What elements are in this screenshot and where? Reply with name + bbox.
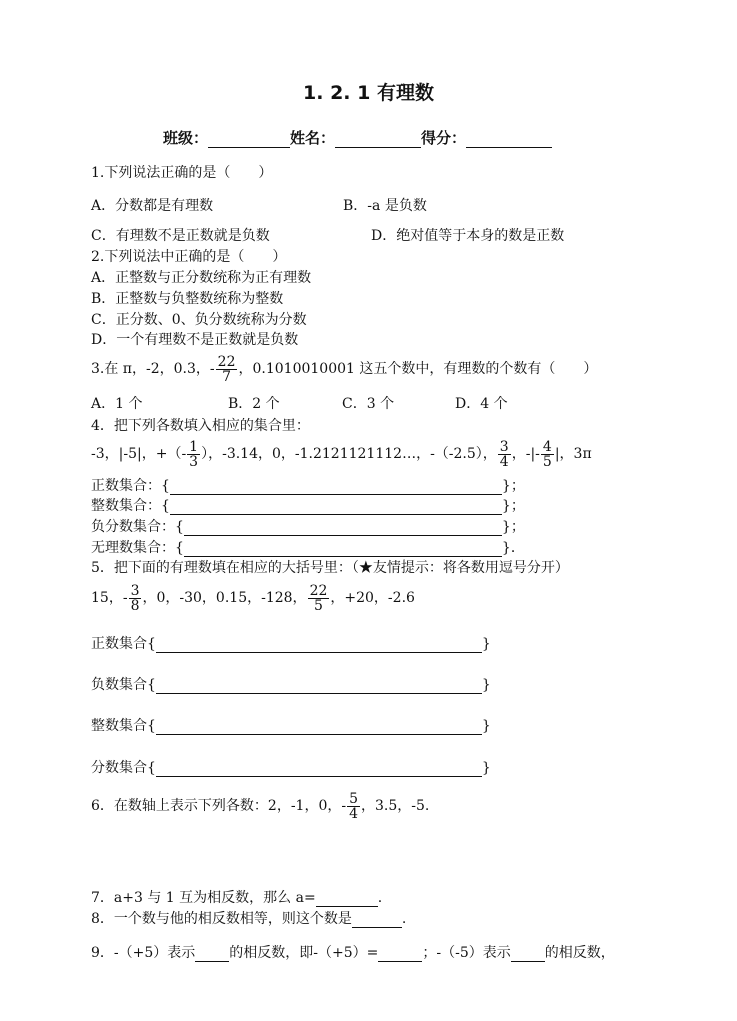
- q8-answer-blank[interactable]: [352, 913, 402, 928]
- q9-part2: 的相反数，即-（+5）=: [229, 945, 379, 961]
- q3-stem: [91, 352, 597, 386]
- name-label: 姓名：: [290, 129, 336, 147]
- q4-numbers-part3: ，-|-: [511, 446, 540, 462]
- q4-f2-numerator: 3: [499, 438, 509, 455]
- q4-f1-denominator: 3: [189, 453, 199, 470]
- answer-blank[interactable]: [156, 638, 482, 653]
- q2-option-b: B．正整数与负整数统称为整数: [91, 291, 284, 307]
- q5-f2-denominator: 5: [314, 597, 323, 614]
- q9-stem: [91, 944, 615, 962]
- q6-stem-text: 6．在数轴上表示下列各数：2，-1，0，: [91, 798, 342, 814]
- q9-blank-2[interactable]: [378, 947, 422, 962]
- set-label: 分数集合{: [91, 760, 156, 776]
- q3-frac-denominator: 7: [222, 368, 232, 385]
- q4-fraction-3-4: [498, 440, 511, 469]
- q4-set-negative-fraction: [91, 518, 525, 536]
- set-end: }．: [501, 540, 525, 556]
- q8-stem: [91, 910, 406, 928]
- q1-option-b: B．-a 是负数: [343, 198, 427, 214]
- set-label: 正数集合：{: [91, 478, 170, 494]
- q4-numbers-part2: ），-3.14，0，-1.2121121112…，-（-2.5），: [201, 446, 497, 462]
- q3-frac-sign: -: [209, 361, 215, 377]
- q8-stem-text: 8．一个数与他的相反数相等，则这个数是: [91, 911, 352, 927]
- q5-numbers-part2: ，0，-30，0.15，-128，: [142, 590, 307, 606]
- q7-answer-blank[interactable]: [316, 892, 378, 907]
- set-end: }；: [501, 519, 525, 535]
- q4-f1-numerator: 1: [189, 438, 199, 455]
- class-blank[interactable]: [208, 131, 290, 148]
- q5-fraction-22-5: [308, 584, 330, 613]
- q1-option-a: A．分数都是有理数: [91, 198, 214, 214]
- set-label: 正数集合{: [91, 636, 156, 652]
- set-end: }；: [501, 478, 525, 494]
- q5-numbers-part1: 15，: [91, 590, 123, 606]
- q3-option-c: C．3 个: [342, 396, 395, 412]
- q9-blank-3[interactable]: [511, 947, 545, 962]
- set-end: }: [481, 677, 491, 693]
- set-label: 整数集合{: [91, 718, 156, 734]
- q9-blank-1[interactable]: [195, 947, 229, 962]
- score-label: 得分：: [421, 129, 467, 147]
- q3-stem-tail: ，0.1010010001 这五个数中，有理数的个数有（ ）: [238, 361, 598, 377]
- q7-stem: [91, 889, 382, 907]
- score-blank[interactable]: [466, 131, 552, 148]
- answer-blank[interactable]: [156, 720, 482, 735]
- q5-numbers: [91, 581, 415, 615]
- q3-option-a: A．1 个: [91, 396, 143, 412]
- q1-option-d: D．绝对值等于本身的数是正数: [371, 228, 565, 244]
- q4-fraction-1-3: [187, 440, 200, 469]
- set-label: 整数集合：{: [91, 498, 170, 514]
- set-end: }: [481, 760, 491, 776]
- q5-set-integer: [91, 717, 491, 735]
- q6-frac-numerator: 5: [349, 790, 359, 807]
- q4-f3-numerator: 4: [542, 438, 552, 455]
- q4-numbers: [91, 437, 592, 471]
- q6-stem: [91, 789, 429, 823]
- q4-f2-denominator: 4: [499, 453, 509, 470]
- q3-fraction: [216, 355, 238, 384]
- q5-stem: 5．把下面的有理数填在相应的大括号里：（★友情提示：将各数用逗号分开）: [91, 560, 569, 576]
- set-label: 负分数集合：{: [91, 519, 184, 535]
- q4-set-integer: [91, 497, 525, 515]
- q5-f1-numerator: 3: [130, 582, 140, 599]
- q5-numbers-part3: ，+20，-2.6: [330, 590, 415, 606]
- answer-blank[interactable]: [156, 679, 482, 694]
- set-end: }: [481, 718, 491, 734]
- q4-set-irrational: [91, 539, 525, 557]
- answer-blank[interactable]: [170, 480, 502, 495]
- q3-option-b: B．2 个: [228, 396, 280, 412]
- q5-fraction-3-8: [129, 584, 142, 613]
- set-label: 负数集合{: [91, 677, 156, 693]
- q2-option-c: C．正分数、0、负分数统称为分数: [91, 312, 307, 328]
- q3-stem-text: 3.在 π，-2，0.3，: [91, 361, 210, 377]
- q3-frac-numerator: 22: [217, 353, 236, 370]
- q6-frac-sign: -: [341, 798, 347, 814]
- q4-stem: 4．把下列各数填入相应的集合里：: [91, 418, 310, 434]
- q9-part3: ；-（-5）表示: [422, 945, 511, 961]
- q5-set-positive: [91, 635, 491, 653]
- q5-set-fraction: [91, 759, 491, 777]
- q1-option-c: C．有理数不是正数就是负数: [91, 228, 270, 244]
- q2-option-a: A．正整数与正分数统称为正有理数: [91, 270, 312, 286]
- q4-fraction-4-5: [541, 440, 554, 469]
- answer-blank[interactable]: [184, 521, 502, 536]
- q9-part1: 9．-（+5）表示: [91, 945, 196, 961]
- q3-option-d: D．4 个: [455, 396, 508, 412]
- q5-set-negative: [91, 676, 491, 694]
- q5-f2-numerator: 22: [309, 582, 328, 599]
- q6-stem-tail: ，3.5，-5.: [361, 798, 430, 814]
- set-end: }: [481, 636, 491, 652]
- answer-blank[interactable]: [156, 762, 482, 777]
- class-label: 班级：: [163, 129, 209, 147]
- q5-f1-sign: -: [122, 590, 128, 606]
- q2-stem: 2.下列说法中正确的是（ ）: [91, 249, 287, 265]
- student-info-header: [163, 127, 552, 148]
- set-end: }；: [501, 498, 525, 514]
- q4-set-positive: [91, 477, 525, 495]
- q4-numbers-part4: |，3π: [554, 446, 592, 462]
- page-title: 1. 2. 1 有理数: [303, 82, 434, 104]
- q1-stem: 1.下列说法正确的是（ ）: [91, 165, 273, 181]
- q8-stem-tail: .: [401, 911, 407, 927]
- q4-f3-denominator: 5: [542, 453, 552, 470]
- set-label: 无理数集合：{: [91, 540, 184, 556]
- q2-option-d: D．一个有理数不是正数就是负数: [91, 332, 299, 348]
- answer-blank[interactable]: [184, 542, 502, 557]
- q7-stem-tail: .: [377, 890, 383, 906]
- q6-frac-denominator: 4: [349, 805, 359, 822]
- name-blank[interactable]: [335, 131, 421, 148]
- q7-stem-text: 7．a+3 与 1 互为相反数，那么 a=: [91, 890, 316, 906]
- q5-f1-denominator: 8: [130, 597, 140, 614]
- q4-numbers-part1: -3，|-5|，+（-: [91, 446, 187, 462]
- q6-fraction-5-4: [347, 792, 360, 821]
- q9-part4: 的相反数，: [544, 945, 615, 961]
- answer-blank[interactable]: [170, 500, 502, 515]
